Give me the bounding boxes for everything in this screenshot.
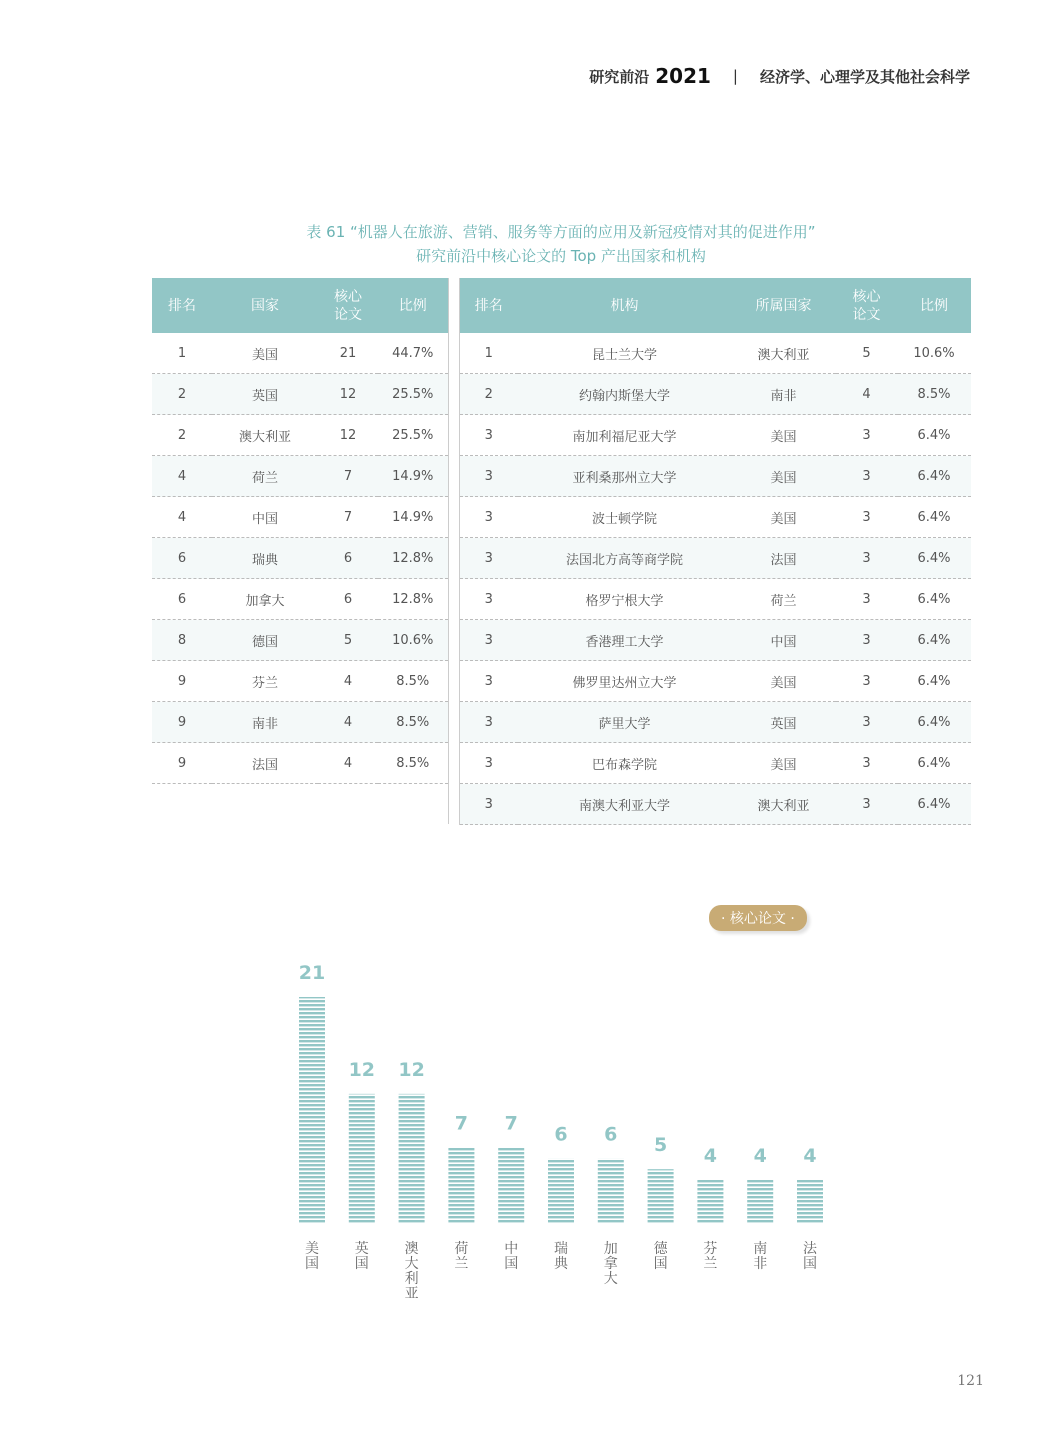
core-papers-cell: 3 [836, 661, 898, 702]
ratio-cell: 12.8% [378, 538, 448, 579]
header-ratio: 比例 [898, 278, 971, 333]
ratio-cell: 14.9% [378, 497, 448, 538]
rank-cell: 3 [460, 497, 518, 538]
header-label: 研究前沿 [589, 67, 650, 86]
rank-cell: 3 [460, 538, 518, 579]
header-rank: 排名 [152, 278, 212, 333]
core-papers-cell: 3 [836, 579, 898, 620]
header-institution: 机构 [518, 278, 732, 333]
core-papers-cell: 6 [318, 538, 378, 579]
institution-cell: 佛罗里达州立大学 [518, 661, 732, 702]
bar [598, 1158, 624, 1223]
rank-cell: 3 [460, 579, 518, 620]
bar [299, 997, 325, 1223]
core-papers-cell: 7 [318, 497, 378, 538]
ratio-cell: 12.8% [378, 579, 448, 620]
ratio-cell: 6.4% [898, 743, 971, 784]
rank-cell: 9 [152, 661, 212, 702]
header-country: 国家 [212, 278, 318, 333]
country-cell: 中国 [212, 497, 318, 538]
core-papers-cell: 21 [318, 333, 378, 374]
country-cell: 南非 [212, 702, 318, 743]
rank-cell: 3 [460, 743, 518, 784]
institution-cell: 香港理工大学 [518, 620, 732, 661]
country-cell: 中国 [732, 620, 836, 661]
caption-line-1: 表 61 “机器人在旅游、营销、服务等方面的应用及新冠疫情对其的促进作用” [306, 223, 816, 241]
institution-cell: 昆士兰大学 [518, 333, 732, 374]
rank-cell: 2 [152, 374, 212, 415]
institution-cell: 格罗宁根大学 [518, 579, 732, 620]
institution-cell: 巴布森学院 [518, 743, 732, 784]
caption-line-2: 研究前沿中核心论文的 Top 产出国家和机构 [416, 247, 706, 265]
bar-category-label: 澳大利亚 [404, 1241, 419, 1302]
bar-category-label: 美国 [305, 1241, 319, 1272]
rank-cell: 9 [152, 702, 212, 743]
country-cell: 加拿大 [212, 579, 318, 620]
country-cell: 荷兰 [732, 579, 836, 620]
bar-category-label: 瑞典 [554, 1241, 568, 1272]
ratio-cell: 8.5% [378, 702, 448, 743]
country-cell: 英国 [732, 702, 836, 743]
core-papers-cell: 4 [836, 374, 898, 415]
rank-cell: 3 [460, 456, 518, 497]
rank-cell: 6 [152, 538, 212, 579]
ratio-cell: 8.5% [898, 374, 971, 415]
rank-cell: 1 [152, 333, 212, 374]
header-year: 2021 [655, 64, 711, 88]
core-papers-cell: 3 [836, 702, 898, 743]
bar-category-label: 南非 [753, 1241, 768, 1272]
bar-category-label: 荷兰 [454, 1241, 469, 1272]
rank-cell: 2 [460, 374, 518, 415]
country-cell: 美国 [732, 415, 836, 456]
ratio-cell: 6.4% [898, 784, 971, 825]
ratio-cell: 44.7% [378, 333, 448, 374]
core-papers-cell: 5 [318, 620, 378, 661]
ratio-cell: 8.5% [378, 743, 448, 784]
ratio-cell: 6.4% [898, 538, 971, 579]
ratio-cell: 6.4% [898, 661, 971, 702]
rank-cell: 6 [152, 579, 212, 620]
chart-legend: · 核心论文 · [709, 905, 807, 931]
core-papers-cell: 3 [836, 784, 898, 825]
bar-value-label: 12 [398, 1058, 425, 1081]
country-cell: 荷兰 [212, 456, 318, 497]
ratio-cell: 6.4% [898, 620, 971, 661]
core-papers-cell: 12 [318, 374, 378, 415]
institution-cell: 南澳大利亚大学 [518, 784, 732, 825]
bar-value-label: 6 [554, 1123, 568, 1146]
header-separator: | [732, 67, 738, 85]
ratio-cell: 8.5% [378, 661, 448, 702]
bar-value-label: 7 [504, 1112, 518, 1135]
core-papers-cell: 4 [318, 702, 378, 743]
institution-cell: 萨里大学 [518, 702, 732, 743]
rank-cell: 3 [460, 620, 518, 661]
bar-category-label: 中国 [504, 1241, 519, 1272]
rank-cell: 3 [460, 415, 518, 456]
bar-value-label: 12 [348, 1058, 376, 1081]
bar [498, 1148, 524, 1223]
bar [648, 1169, 674, 1223]
core-papers-cell: 4 [318, 661, 378, 702]
country-cell: 英国 [212, 374, 318, 415]
ratio-cell: 10.6% [898, 333, 971, 374]
header-rank: 排名 [460, 278, 518, 333]
ratio-cell: 6.4% [898, 497, 971, 538]
country-cell: 美国 [732, 497, 836, 538]
bar-value-label: 21 [298, 962, 326, 984]
country-cell: 南非 [732, 374, 836, 415]
ratio-cell: 6.4% [898, 456, 971, 497]
core-papers-cell: 12 [318, 415, 378, 456]
rank-cell: 4 [152, 456, 212, 497]
ratio-cell: 6.4% [898, 415, 971, 456]
ratio-cell: 6.4% [898, 579, 971, 620]
country-cell: 澳大利亚 [732, 784, 836, 825]
country-cell: 芬兰 [212, 661, 318, 702]
header-section: 经济学、心理学及其他社会科学 [759, 67, 970, 86]
ratio-cell: 6.4% [898, 702, 971, 743]
ratio-cell: 25.5% [378, 415, 448, 456]
institution-cell: 南加利福尼亚大学 [518, 415, 732, 456]
rank-cell: 3 [460, 702, 518, 743]
header-core-papers-text: 核心论文 [334, 288, 362, 323]
rank-cell: 4 [152, 497, 212, 538]
bar-category-label: 英国 [354, 1241, 369, 1272]
core-papers-cell: 3 [836, 497, 898, 538]
country-cell: 美国 [732, 661, 836, 702]
rank-cell: 3 [460, 784, 518, 825]
country-cell: 美国 [732, 743, 836, 784]
bar [548, 1158, 574, 1223]
bar [349, 1094, 375, 1223]
rank-cell: 3 [460, 661, 518, 702]
bar-category-label: 加拿大 [603, 1241, 618, 1287]
country-cell: 法国 [212, 743, 318, 784]
header-affiliated-country: 所属国家 [732, 278, 836, 333]
institution-cell: 法国北方高等商学院 [518, 538, 732, 579]
country-cell: 澳大利亚 [212, 415, 318, 456]
core-papers-cell: 3 [836, 620, 898, 661]
bar-value-label: 6 [604, 1123, 618, 1146]
country-cell: 法国 [732, 538, 836, 579]
country-cell: 美国 [212, 333, 318, 374]
bar-value-label: 4 [803, 1144, 817, 1167]
core-papers-cell: 4 [318, 743, 378, 784]
country-cell: 澳大利亚 [732, 333, 836, 374]
ratio-cell: 14.9% [378, 456, 448, 497]
bar-value-label: 5 [653, 1134, 668, 1157]
rank-cell: 1 [460, 333, 518, 374]
header-ratio: 比例 [378, 278, 448, 333]
rank-cell: 8 [152, 620, 212, 661]
bar-category-label: 德国 [653, 1241, 668, 1272]
rank-cell: 9 [152, 743, 212, 784]
country-cell: 瑞典 [212, 538, 318, 579]
core-papers-cell: 3 [836, 456, 898, 497]
rank-cell: 2 [152, 415, 212, 456]
bar-category-label: 法国 [803, 1241, 817, 1272]
bar-value-label: 4 [753, 1144, 767, 1167]
core-papers-cell: 3 [836, 538, 898, 579]
country-cell: 德国 [212, 620, 318, 661]
ratio-cell: 10.6% [378, 620, 448, 661]
core-papers-cell: 7 [318, 456, 378, 497]
country-cell: 美国 [732, 456, 836, 497]
bar [399, 1094, 425, 1223]
header-core-papers-text: 核心论文 [852, 288, 881, 323]
institution-cell: 约翰内斯堡大学 [518, 374, 732, 415]
bar-category-label: 芬兰 [703, 1241, 718, 1272]
ratio-cell: 25.5% [378, 374, 448, 415]
institution-cell: 亚利桑那州立大学 [518, 456, 732, 497]
bar-value-label: 4 [703, 1144, 718, 1167]
institution-cell: 波士顿学院 [518, 497, 732, 538]
bar [448, 1148, 474, 1223]
core-papers-cell: 3 [836, 415, 898, 456]
bar [797, 1180, 823, 1223]
bar-value-label: 7 [454, 1112, 469, 1135]
bar [697, 1180, 723, 1223]
core-papers-cell: 6 [318, 579, 378, 620]
core-papers-cell: 5 [836, 333, 898, 374]
bar [747, 1180, 773, 1223]
page-number: 121 [957, 1373, 984, 1389]
core-papers-cell: 3 [836, 743, 898, 784]
